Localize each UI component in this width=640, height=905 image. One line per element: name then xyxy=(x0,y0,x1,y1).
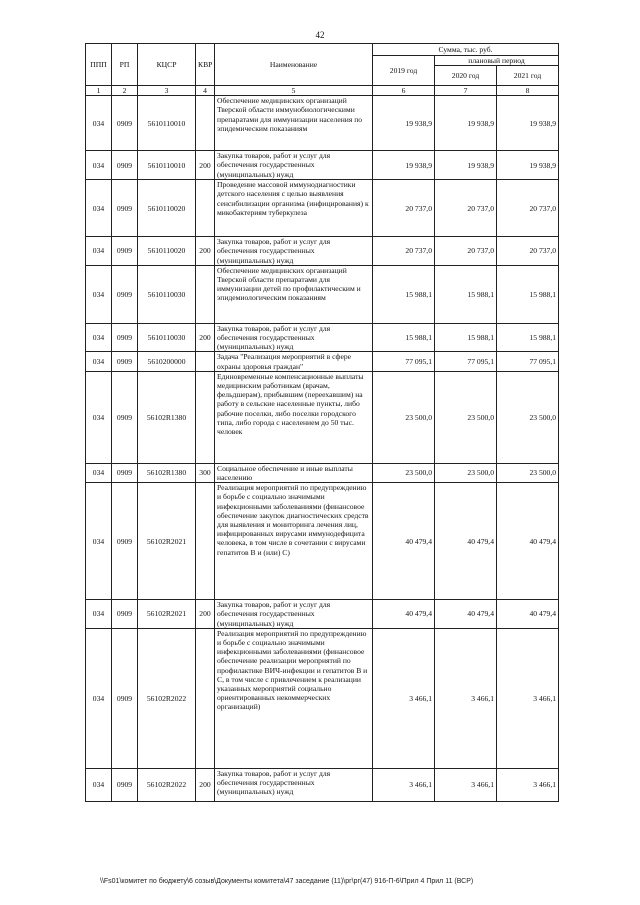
cell-ppp: 034 xyxy=(86,371,112,463)
column-number: 7 xyxy=(435,86,497,96)
cell-2020: 20 737,0 xyxy=(435,237,497,266)
table-row xyxy=(86,237,559,266)
cell-2020: 40 479,4 xyxy=(435,600,497,629)
cell-2020: 15 988,1 xyxy=(435,265,497,323)
column-number: 4 xyxy=(196,86,215,96)
cell-2021: 23 500,0 xyxy=(497,463,559,482)
cell-2019: 20 737,0 xyxy=(373,237,435,266)
cell-kcsr: 56102R1380 xyxy=(138,463,196,482)
page-number: 42 xyxy=(315,30,325,40)
cell-2019: 19 938,9 xyxy=(373,96,435,151)
cell-kcsr: 5610110030 xyxy=(138,323,196,352)
cell-kcsr: 56102R2021 xyxy=(138,600,196,629)
cell-2020: 19 938,9 xyxy=(435,151,497,180)
cell-kcsr: 56102R1380 xyxy=(138,371,196,463)
cell-kcsr: 56102R2022 xyxy=(138,768,196,801)
column-number: 8 xyxy=(497,86,559,96)
cell-ppp: 034 xyxy=(86,628,112,768)
cell-2020: 19 938,9 xyxy=(435,96,497,151)
cell-kcsr: 5610110030 xyxy=(138,265,196,323)
cell-ppp: 034 xyxy=(86,96,112,151)
cell-2021: 3 466,1 xyxy=(497,628,559,768)
header-sum: Сумма, тыс. руб. xyxy=(373,44,559,56)
cell-2020: 23 500,0 xyxy=(435,463,497,482)
column-number-row xyxy=(86,86,559,96)
footer-file-path: \\Fs01\комитет по бюджету\6 созыв\Документы комитета\47 заседание (11)\рг\рг(47) 916-П-6\Прил 4 Прил 11 (ВСР) xyxy=(100,878,474,885)
cell-name: Обеспечение медицинских организаций Тверской области препаратами для иммунизации детей по профилактическим и эпидемиологическим показаниям xyxy=(215,265,373,323)
header-ppp: ППП xyxy=(86,44,112,86)
budget-table xyxy=(85,43,559,802)
cell-rp: 0909 xyxy=(112,323,138,352)
cell-ppp: 034 xyxy=(86,463,112,482)
cell-rp: 0909 xyxy=(112,463,138,482)
cell-kvr: 200 xyxy=(196,768,215,801)
cell-kvr: 200 xyxy=(196,323,215,352)
header-year-2019: 2019 год xyxy=(373,56,435,86)
cell-ppp: 034 xyxy=(86,768,112,801)
cell-2019: 23 500,0 xyxy=(373,371,435,463)
cell-kvr: 300 xyxy=(196,463,215,482)
cell-name: Закупка товаров, работ и услуг для обеспечения государственных (муниципальных) нужд xyxy=(215,323,373,352)
cell-2019: 40 479,4 xyxy=(373,483,435,600)
cell-rp: 0909 xyxy=(112,628,138,768)
header-rp: РП xyxy=(112,44,138,86)
table-row xyxy=(86,96,559,151)
table-row xyxy=(86,483,559,600)
cell-2019: 40 479,4 xyxy=(373,600,435,629)
cell-2019: 23 500,0 xyxy=(373,463,435,482)
cell-2021: 40 479,4 xyxy=(497,600,559,629)
cell-2019: 15 988,1 xyxy=(373,265,435,323)
cell-kvr xyxy=(196,371,215,463)
cell-name: Закупка товаров, работ и услуг для обеспечения государственных (муниципальных) нужд xyxy=(215,151,373,180)
cell-2021: 23 500,0 xyxy=(497,371,559,463)
table-row xyxy=(86,352,559,371)
cell-2021: 20 737,0 xyxy=(497,237,559,266)
cell-2019: 15 988,1 xyxy=(373,323,435,352)
cell-ppp: 034 xyxy=(86,180,112,237)
cell-2020: 77 095,1 xyxy=(435,352,497,371)
cell-ppp: 034 xyxy=(86,323,112,352)
cell-2020: 20 737,0 xyxy=(435,180,497,237)
cell-2020: 23 500,0 xyxy=(435,371,497,463)
header-name: Наименование xyxy=(215,44,373,86)
cell-2019: 19 938,9 xyxy=(373,151,435,180)
cell-kvr xyxy=(196,265,215,323)
cell-kcsr: 5610110020 xyxy=(138,180,196,237)
cell-2021: 3 466,1 xyxy=(497,768,559,801)
cell-kvr xyxy=(196,352,215,371)
table-row xyxy=(86,628,559,768)
table-row xyxy=(86,265,559,323)
table-header xyxy=(86,44,559,96)
cell-kvr xyxy=(196,180,215,237)
cell-kcsr: 5610200000 xyxy=(138,352,196,371)
table-row xyxy=(86,463,559,482)
cell-rp: 0909 xyxy=(112,352,138,371)
cell-2020: 40 479,4 xyxy=(435,483,497,600)
cell-name: Социальное обеспечение и иные выплаты населению xyxy=(215,463,373,482)
cell-kcsr: 5610110010 xyxy=(138,96,196,151)
header-year-2020: 2020 год xyxy=(435,66,497,86)
column-number: 6 xyxy=(373,86,435,96)
cell-name: Задача "Реализация мероприятий в сфере охраны здоровья граждан" xyxy=(215,352,373,371)
cell-kvr: 200 xyxy=(196,600,215,629)
cell-name: Закупка товаров, работ и услуг для обеспечения государственных (муниципальных) нужд xyxy=(215,237,373,266)
cell-name: Реализация мероприятий по предупреждению и борьбе с социально значимыми инфекционными заболеваниями (финансовое обеспечение закупок диагностических средств для выявления и мониторинга лечения лиц, инфицированных вирусами иммунодефицита человека, в том числе в сочетании с вирусами гепатитов В и (или) С) xyxy=(215,483,373,600)
cell-name: Проведение массовой иммунодиагностики детского населения с целью выявления сенсибилизации организма (инфицирования) к микобактериям туберкулеза xyxy=(215,180,373,237)
header-kvr: КВР xyxy=(196,44,215,86)
cell-2021: 40 479,4 xyxy=(497,483,559,600)
cell-kcsr: 56102R2022 xyxy=(138,628,196,768)
cell-2020: 3 466,1 xyxy=(435,768,497,801)
cell-rp: 0909 xyxy=(112,151,138,180)
cell-2021: 19 938,9 xyxy=(497,96,559,151)
cell-2020: 15 988,1 xyxy=(435,323,497,352)
table-row xyxy=(86,600,559,629)
cell-2021: 15 988,1 xyxy=(497,323,559,352)
cell-ppp: 034 xyxy=(86,352,112,371)
cell-2019: 77 095,1 xyxy=(373,352,435,371)
table-row xyxy=(86,371,559,463)
cell-2021: 15 988,1 xyxy=(497,265,559,323)
cell-kvr xyxy=(196,483,215,600)
cell-kvr xyxy=(196,628,215,768)
cell-rp: 0909 xyxy=(112,768,138,801)
cell-ppp: 034 xyxy=(86,600,112,629)
header-year-2021: 2021 год xyxy=(497,66,559,86)
cell-rp: 0909 xyxy=(112,96,138,151)
cell-ppp: 034 xyxy=(86,483,112,600)
cell-rp: 0909 xyxy=(112,600,138,629)
cell-name: Закупка товаров, работ и услуг для обеспечения государственных (муниципальных) нужд xyxy=(215,768,373,801)
cell-kcsr: 56102R2021 xyxy=(138,483,196,600)
cell-name: Реализация мероприятий по предупреждению и борьбе с социально значимыми инфекционными заболеваниями (финансовое обеспечение реализации мероприятий по профилактике ВИЧ-инфекции и гепатитов В и С, в том числе с привлечением к реализации указанных мероприятий социально ориентированных некоммерческих организаций) xyxy=(215,628,373,768)
table-row xyxy=(86,323,559,352)
cell-rp: 0909 xyxy=(112,265,138,323)
header-kcsr: КЦСР xyxy=(138,44,196,86)
cell-ppp: 034 xyxy=(86,151,112,180)
cell-2019: 20 737,0 xyxy=(373,180,435,237)
cell-rp: 0909 xyxy=(112,371,138,463)
cell-kcsr: 5610110020 xyxy=(138,237,196,266)
cell-ppp: 034 xyxy=(86,237,112,266)
table-row xyxy=(86,768,559,801)
header-plan-period: плановый период xyxy=(435,56,559,66)
cell-2019: 3 466,1 xyxy=(373,768,435,801)
cell-2021: 20 737,0 xyxy=(497,180,559,237)
cell-ppp: 034 xyxy=(86,265,112,323)
column-number: 2 xyxy=(112,86,138,96)
cell-rp: 0909 xyxy=(112,180,138,237)
cell-rp: 0909 xyxy=(112,483,138,600)
cell-kvr: 200 xyxy=(196,151,215,180)
cell-kvr xyxy=(196,96,215,151)
cell-rp: 0909 xyxy=(112,237,138,266)
cell-2020: 3 466,1 xyxy=(435,628,497,768)
cell-kvr: 200 xyxy=(196,237,215,266)
table-row xyxy=(86,151,559,180)
column-number: 3 xyxy=(138,86,196,96)
cell-name: Закупка товаров, работ и услуг для обеспечения государственных (муниципальных) нужд xyxy=(215,600,373,629)
cell-2021: 77 095,1 xyxy=(497,352,559,371)
column-number: 1 xyxy=(86,86,112,96)
cell-2019: 3 466,1 xyxy=(373,628,435,768)
table-body xyxy=(86,96,559,802)
column-number: 5 xyxy=(215,86,373,96)
cell-name: Обеспечение медицинских организаций Тверской области иммунобиологическими препаратами для иммунизации населения по эпидемическим показаниям xyxy=(215,96,373,151)
cell-kcsr: 5610110010 xyxy=(138,151,196,180)
cell-2021: 19 938,9 xyxy=(497,151,559,180)
cell-name: Единовременные компенсационные выплаты медицинским работникам (врачам, фельдшерам), прибывшим (переехавшим) на работу в сельские населенные пункты, либо рабочие поселки, либо поселки городского типа, либо города с населением до 50 тыс. человек xyxy=(215,371,373,463)
table-row xyxy=(86,180,559,237)
